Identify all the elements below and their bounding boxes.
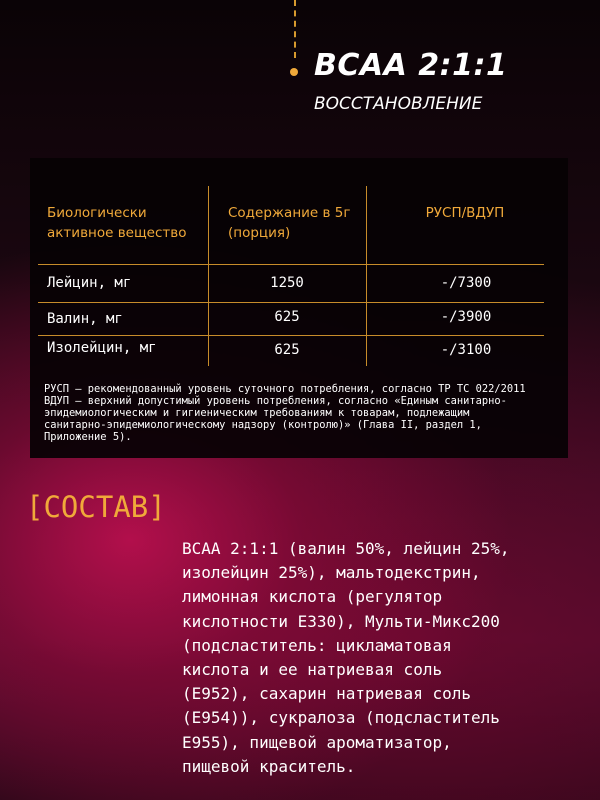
product-title: BCAA 2:1:1 [314,48,508,83]
header-content [228,203,350,243]
composition-heading: [СОСТАВ] [26,490,166,524]
header-content-line1: Содержание в 5г [228,205,351,221]
composition-line: кислотности Е330), Мульти-Микс200 [182,611,500,631]
footnote-line: эпидемиологическим и гигиеническим требованиям к товарам, подлежащим [44,407,470,419]
composition-line: BCAA 2:1:1 (валин 50%, лейцин 25%, [182,539,510,558]
row-leucine-amount: 1250 [270,275,304,291]
accent-dot [290,68,298,76]
composition-line: (Е954)), сукралоза (подсластитель [182,708,500,728]
decorative-dashed-line [294,0,296,58]
row-valine-name: Валин, мг [47,311,123,327]
footnote-line: санитарно-эпидемиологическому надзору (контролю)» (Глава II, раздел 1, [44,419,482,431]
composition-line: (подсластитель: цикламатовая [182,635,452,655]
table-footnote [44,383,564,443]
table-divider-row-2 [38,335,544,336]
table-divider-row-1 [38,302,544,303]
footnote-line: Приложение 5). [44,431,132,443]
composition-line: лимонная кислота (регулятор [182,587,443,607]
table-divider-header [38,264,544,265]
composition-line: изолейцин 25%), мальтодекстрин, [182,563,481,583]
header-substance [47,203,187,243]
row-leucine-norm: -/7300 [440,275,492,291]
header-substance-line2: активное вещество [47,225,187,241]
row-isoleucine-norm: -/3100 [440,342,492,358]
header-norm: РУСП/ВДУП [425,205,505,221]
header-content-line2: (порция) [228,225,291,241]
composition-line: Е955), пищевой ароматизатор, [182,732,452,752]
row-isoleucine-amount: 625 [274,342,300,358]
row-isoleucine-name: Изолейцин, мг [47,340,157,356]
composition-line: пищевой краситель. [182,756,356,776]
header-substance-line1: Биологически [47,205,147,221]
footnote-line: РУСП – рекомендованный уровень суточного потребления, согласно ТР ТС 022/2011 [44,383,526,395]
composition-text [182,537,582,779]
footnote-line: ВДУП – верхний допустимый уровень потребления, согласно «Единым санитарно- [44,395,507,407]
product-subtitle: ВОССТАНОВЛЕНИЕ [314,94,483,114]
composition-line: кислота и ее натриевая соль [182,660,443,680]
composition-line: (Е952), сахарин натриевая соль [182,684,471,704]
row-valine-norm: -/3900 [440,309,492,325]
row-valine-amount: 625 [274,309,300,325]
row-leucine-name: Лейцин, мг [47,275,132,291]
